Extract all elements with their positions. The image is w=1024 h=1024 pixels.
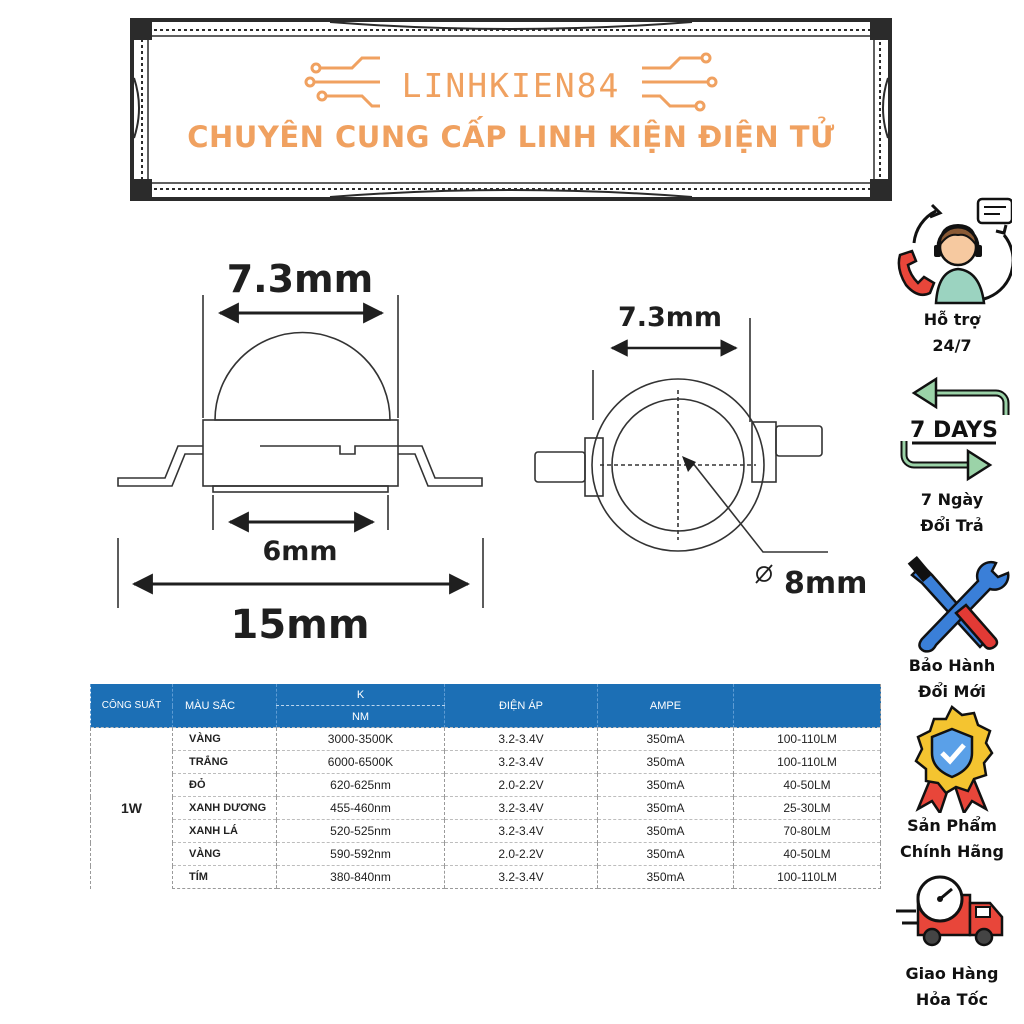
feature-warranty-line1: Bảo Hành <box>908 656 996 675</box>
row-lumen: 40-50LM <box>734 843 881 866</box>
row-lumen: 70-80LM <box>734 820 881 843</box>
header-k: K <box>277 684 445 706</box>
row-voltage: 3.2-3.4V <box>445 728 598 751</box>
row-color: VÀNG <box>173 843 277 866</box>
header-lumen <box>734 684 881 728</box>
row-ampe: 350mA <box>598 751 734 774</box>
table-row <box>91 820 881 843</box>
row-color: VÀNG <box>173 728 277 751</box>
row-color: XANH LÁ <box>173 820 277 843</box>
dim-base-width: 6mm <box>262 536 338 567</box>
brand-tagline: CHUYÊN CUNG CẤP LINH KIỆN ĐIỆN TỬ <box>187 120 835 154</box>
delivery-truck-icon <box>892 871 1012 951</box>
feature-support <box>880 195 1024 359</box>
row-color: TÍM <box>173 866 277 889</box>
row-lumen: 40-50LM <box>734 774 881 797</box>
seven-days-icon <box>892 375 1012 487</box>
table-row <box>91 774 881 797</box>
row-voltage: 3.2-3.4V <box>445 866 598 889</box>
row-color: TRẮNG <box>173 751 277 774</box>
header-banner <box>130 18 892 201</box>
support-agent-icon <box>892 195 1012 307</box>
shield-badge-icon <box>892 705 1012 813</box>
feature-warranty-line2: Đổi Mới <box>918 682 986 701</box>
feature-delivery-line2: Hỏa Tốc <box>915 990 989 1009</box>
row-spec: 620-625nm <box>277 774 445 797</box>
row-lumen: 100-110LM <box>734 751 881 774</box>
feature-genuine-line1: Sản Phẩm <box>907 816 997 835</box>
row-spec: 590-592nm <box>277 843 445 866</box>
feature-return <box>880 375 1024 539</box>
feature-return-line2: Đổi Trả <box>920 516 984 535</box>
dim-lens-diameter: 8mm <box>784 566 868 601</box>
row-ampe: 350mA <box>598 866 734 889</box>
row-voltage: 3.2-3.4V <box>445 751 598 774</box>
row-ampe: 350mA <box>598 774 734 797</box>
row-lumen: 100-110LM <box>734 866 881 889</box>
row-voltage: 2.0-2.2V <box>445 843 598 866</box>
row-spec: 380-840nm <box>277 866 445 889</box>
feature-delivery-line1: Giao Hàng <box>905 964 999 983</box>
table-row <box>91 728 881 751</box>
feature-genuine <box>880 705 1024 865</box>
row-ampe: 350mA <box>598 728 734 751</box>
header-nm: NM <box>277 706 445 728</box>
table-row <box>91 797 881 820</box>
row-ampe: 350mA <box>598 820 734 843</box>
dim-top-width: 7.3mm <box>226 257 374 301</box>
row-spec: 3000-3500K <box>277 728 445 751</box>
top-view <box>535 318 828 552</box>
row-voltage: 2.0-2.2V <box>445 774 598 797</box>
feature-support-line1: Hỗ trợ <box>923 310 981 329</box>
diameter-icon <box>756 565 772 583</box>
ornate-frame <box>130 18 892 201</box>
row-voltage: 3.2-3.4V <box>445 797 598 820</box>
table-row <box>91 866 881 889</box>
spec-table <box>90 684 881 889</box>
feature-support-line2: 24/7 <box>932 336 972 355</box>
row-spec: 6000-6500K <box>277 751 445 774</box>
row-lumen: 100-110LM <box>734 728 881 751</box>
dim-total-length: 15mm <box>230 602 370 648</box>
row-spec: 455-460nm <box>277 797 445 820</box>
brand-name: LINHKIEN84 <box>401 66 621 105</box>
row-ampe: 350mA <box>598 797 734 820</box>
power-value: 1W <box>91 728 173 889</box>
row-spec: 520-525nm <box>277 820 445 843</box>
row-color: XANH DƯƠNG <box>173 797 277 820</box>
dim-top-view-width: 7.3mm <box>617 302 723 333</box>
row-lumen: 25-30LM <box>734 797 881 820</box>
seven-days-badge: 7 DAYS <box>910 418 998 443</box>
row-voltage: 3.2-3.4V <box>445 820 598 843</box>
led-dimension-drawing <box>100 240 880 660</box>
table-row <box>91 751 881 774</box>
header-ampe: AMPE <box>598 684 734 728</box>
row-color: ĐỎ <box>173 774 277 797</box>
feature-genuine-line2: Chính Hãng <box>900 842 1004 861</box>
tools-icon <box>892 553 1012 653</box>
header-voltage: ĐIỆN ÁP <box>445 684 598 728</box>
header-power: CÔNG SUẤT <box>91 684 173 728</box>
feature-warranty <box>880 553 1024 705</box>
feature-delivery <box>880 871 1024 1013</box>
table-row <box>91 843 881 866</box>
table-header-row <box>91 684 881 706</box>
feature-return-line1: 7 Ngày <box>920 490 984 509</box>
row-ampe: 350mA <box>598 843 734 866</box>
header-color: MÀU SẮC <box>173 684 277 728</box>
